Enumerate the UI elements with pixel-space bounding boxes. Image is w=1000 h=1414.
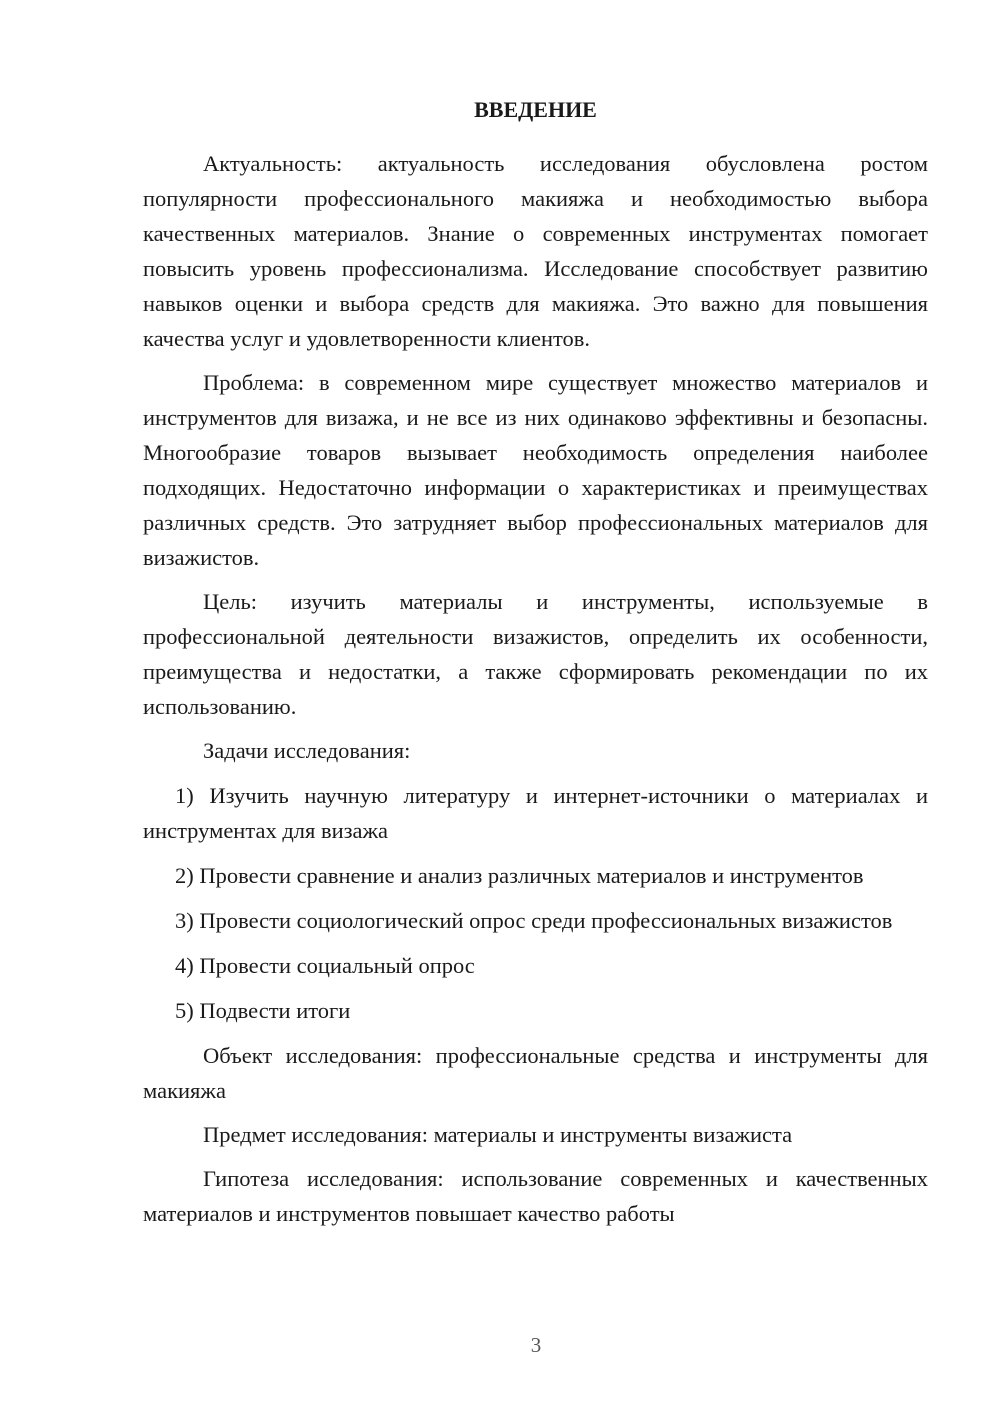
paragraph-goal: Цель: изучить материалы и инструменты, используемые в профессиональной деятельности визажистов, определить их особенности, преимущества и недостатки, а также сформировать рекомендации по их использованию. <box>143 589 928 719</box>
task-item: 2) Провести сравнение и анализ различных материалов и инструментов <box>175 863 864 888</box>
task-item: 4) Провести социальный опрос <box>175 953 475 978</box>
page-title: ВВЕДЕНИЕ <box>474 97 597 122</box>
paragraph-hypothesis: Гипотеза исследования: использование современных и качественных материалов и инструментов повышает качество работы <box>143 1166 928 1226</box>
paragraph-subject: Предмет исследования: материалы и инструменты визажиста <box>203 1122 793 1147</box>
task-item: 5) Подвести итоги <box>175 998 351 1023</box>
task-item: 3) Провести социологический опрос среди профессиональных визажистов <box>175 908 893 933</box>
document-page <box>143 90 928 1240</box>
page-number: 3 <box>530 1333 542 1357</box>
tasks-heading: Задачи исследования: <box>203 738 411 763</box>
paragraph-relevance: Актуальность: актуальность исследования обусловлена ростом популярности профессионального макияжа и необходимостью выбора качественных материалов. Знание о современных инструментах помогает повысить уровень профессионализма. Исследование способствует развитию навыков оценки и выбора средств для макияжа. Это важно для повышения качества услуг и удовлетворенности клиентов. <box>143 151 928 351</box>
paragraph-object: Объект исследования: профессиональные средства и инструменты для макияжа <box>143 1043 928 1103</box>
task-item: 1) Изучить научную литературу и интернет-источники о материалах и инструментах для визажа <box>143 783 928 843</box>
paragraph-problem: Проблема: в современном мире существует множество материалов и инструментов для визажа, и не все из них одинаково эффективны и безопасны. Многообразие товаров вызывает необходимость определения наиболее подходящих. Недостаточно информации о характеристиках и преимуществах различных средств. Это затрудняет выбор профессиональных материалов для визажистов. <box>143 370 928 570</box>
